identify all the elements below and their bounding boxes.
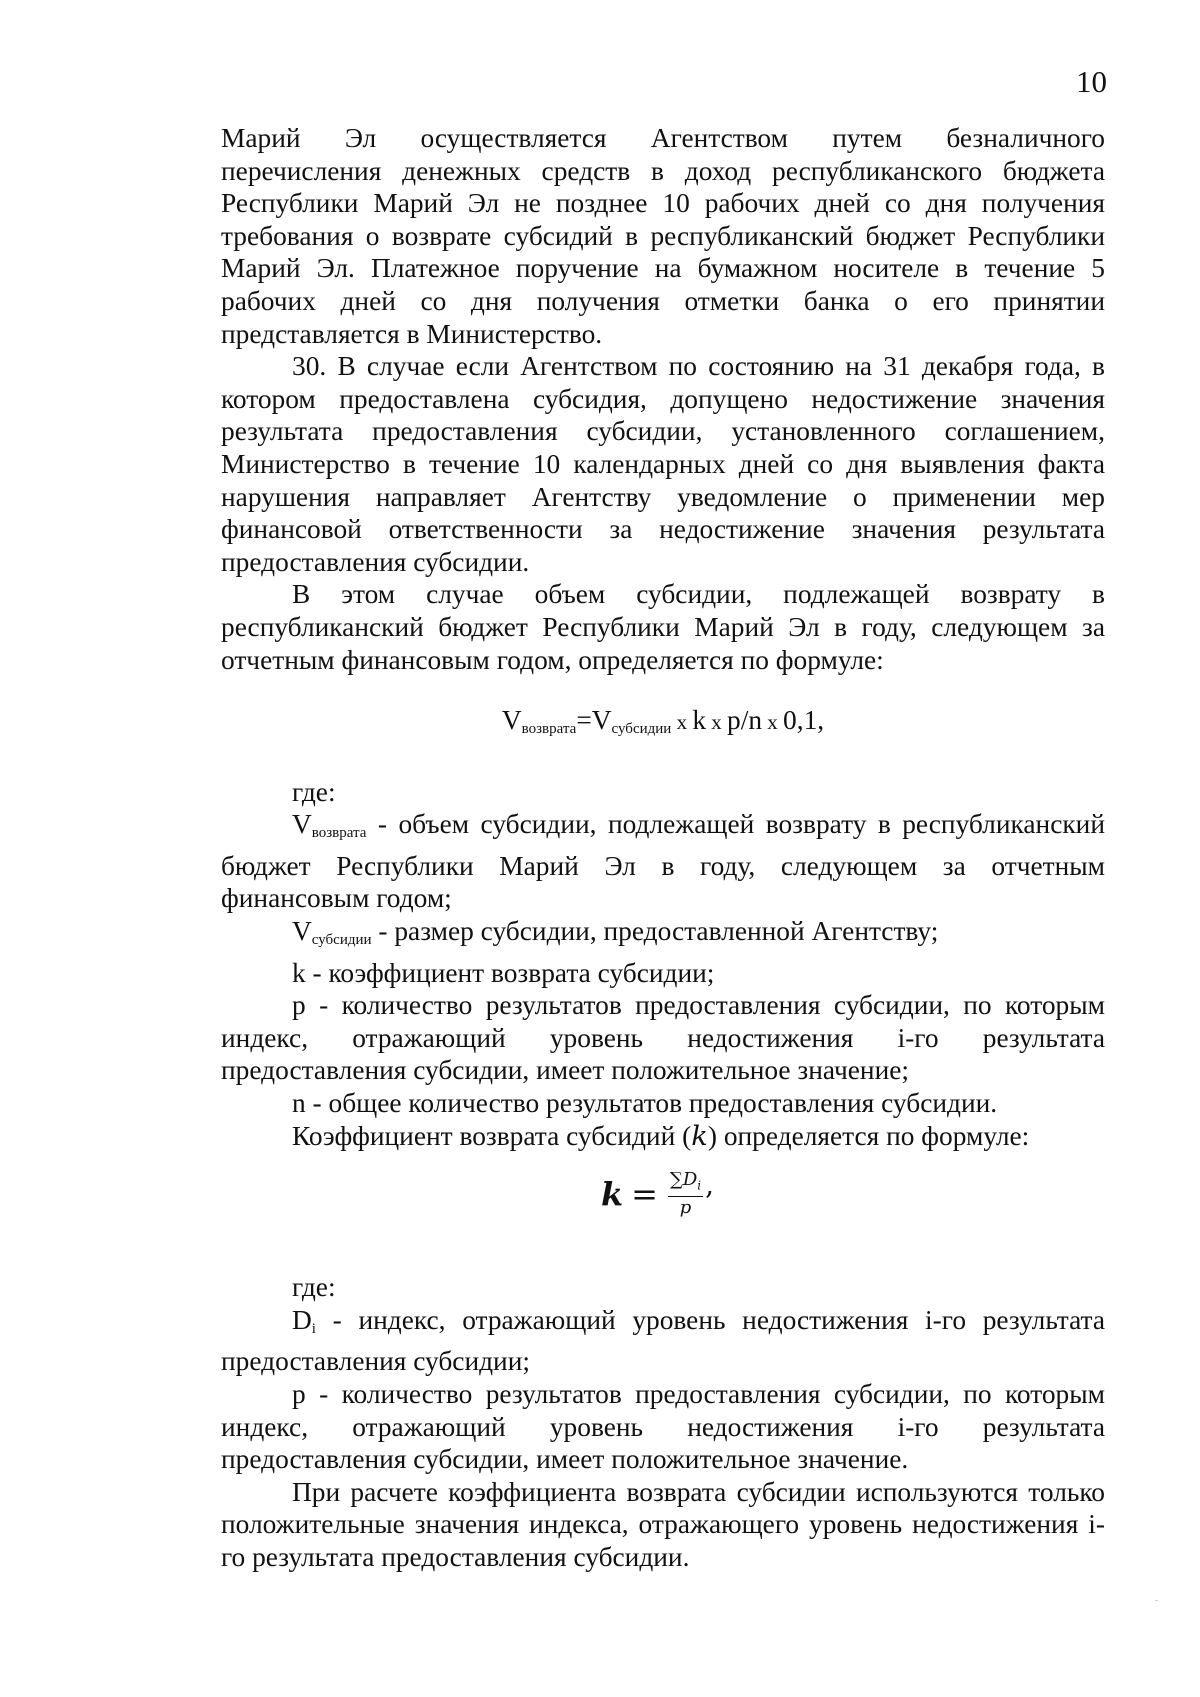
scan-artifact xyxy=(1155,1600,1158,1601)
page-number: 10 xyxy=(1076,64,1107,99)
definition-v-return: $V_{возврата}$ - объем субсидии, подлежащей возврату в республиканский бюджет Республики Марий Эл в году, следующем за отчетным финансовым годом; xyxy=(221,809,1105,914)
definition-v-subsidy: $V_{субсидии}$ - размер субсидии, предоставленной Агентству; xyxy=(292,916,939,949)
paragraph-continuation: перечисления денежных средств в доход республиканского бюджета Республики Марий Эл не позднее 10 рабочих дней со дня получения требования о возврате субсидий в республиканский бюджет Республики Марий Эл. Платежное поручение на бумажном носителе в течение 5 рабочих дней со дня получения отметки банка о его принятии представляется в Министерство. xyxy=(221,155,1105,349)
formula-coefficient-expression: k = $\frac{\sum D_i}{p}$ , xyxy=(601,1168,715,1219)
coefficient-intro: Коэффициент возврата субсидий (k) определяется по формуле: xyxy=(292,1120,1030,1152)
paragraph-final: При расчете коэффициента возврата субсидии используются только положительные значения индекса, отражающего уровень недостижения i-го результата предоставления субсидии. xyxy=(221,1476,1105,1572)
paragraph-30: 30. В случае если Агентством по состоянию на 31 декабря года, в котором предоставлена субсидия, допущено недостижение значения результата предоставления субсидии, установленного соглашением, Министерство в течение 10 календарных дней со дня выявления факта нарушения направляет Агентству уведомление о применении мер финансовой ответственности за недостижение значения результата предоставления субсидии. xyxy=(221,351,1105,577)
definition-k: k - коэффициент возврата субсидии; xyxy=(292,957,715,988)
document-body xyxy=(221,122,1105,1574)
fraction-numerator: $\sum D_i$ xyxy=(668,1170,703,1198)
paragraph-volume-formula-intro: В этом случае объем субсидии, подлежащей возврату в республиканский бюджет Республики Марий Эл в году, следующем за отчетным финансовым годом, определяется по формуле: xyxy=(221,579,1105,675)
paragraph-continuation-first-line: Марий Эл осуществляется Агентством путем безналичного xyxy=(221,123,1105,153)
fraction-denominator: p xyxy=(679,1197,692,1219)
where-label-1: где: xyxy=(292,776,336,807)
definition-p-1: p - количество результатов предоставления субсидии, по которым индекс, отражающий уровень недостижения i-го результата предоставления субсидии, имеет положительное значение; xyxy=(221,990,1105,1086)
definition-p-2: p - количество результатов предоставления субсидии, по которым индекс, отражающий уровень недостижения i-го результата предоставления субсидии, имеет положительное значение. xyxy=(221,1379,1105,1475)
where-label-2: где: xyxy=(292,1272,336,1303)
formula-coefficient xyxy=(221,1153,1105,1271)
definition-d: $D_i$ - индекс, отражающий уровень недостижения i-го результата предоставления субсидии; xyxy=(221,1304,1105,1377)
formula-volume-return: $V_{возврата}=V_{субсидии}$ x k x p/n x 0,1, xyxy=(501,705,825,738)
fraction xyxy=(668,1170,703,1220)
definition-n: n - общее количество результатов предоставления субсидии. xyxy=(292,1088,998,1119)
